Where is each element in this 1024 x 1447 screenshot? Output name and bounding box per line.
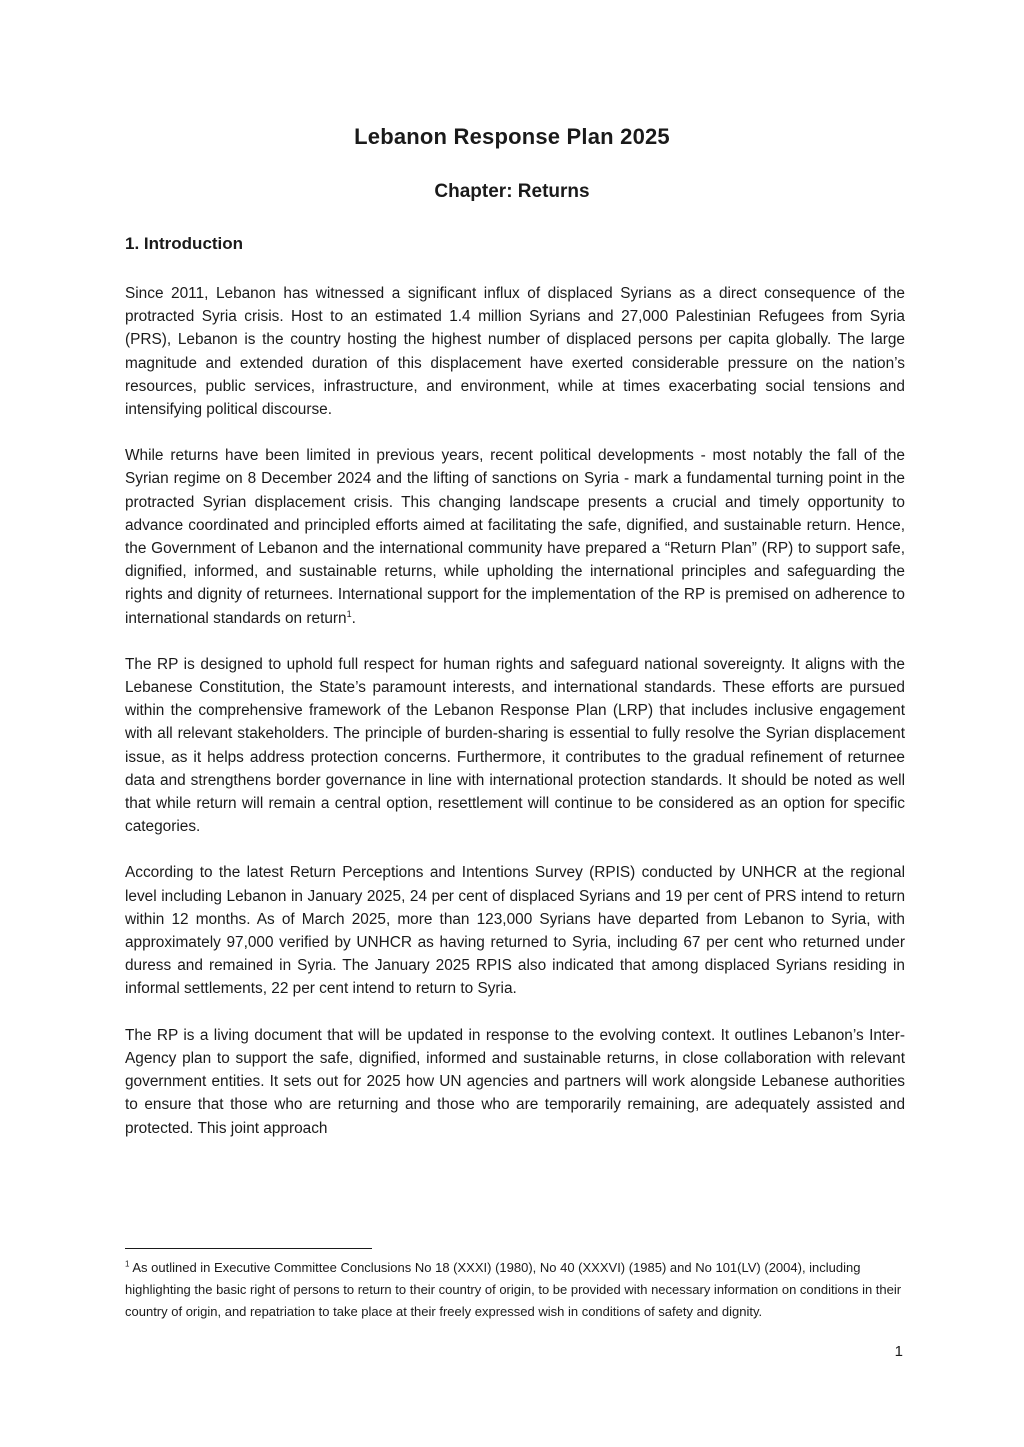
paragraph-2 xyxy=(125,444,905,630)
footnote-marker: 1 xyxy=(125,1259,130,1269)
footnote-text: As outlined in Executive Committee Conclusions No 18 (XXXI) (1980), No 40 (XXXVI) (1985) and No 101(LV) (2004), including highlighting the basic right of persons to return to their country of origin, to be provided with necessary information on conditions in their country of origin, and repatriation to take place at their freely expressed wish in conditions of safety and dignity. xyxy=(125,1260,902,1319)
paragraph-2-end: . xyxy=(351,609,356,627)
footnote xyxy=(125,1257,905,1323)
paragraph-5: The RP is a living document that will be updated in response to the evolving context. It outlines Lebanon’s Inter-Agency plan to support the safe, dignified, informed and sustainable returns, in close collaboration with relevant government entities. It sets out for 2025 how UN agencies and partners will work alongside Lebanese authorities to ensure that those who are returning and those who are temporarily remaining, are adequately assisted and protected. This joint approach xyxy=(125,1026,905,1137)
paragraph-2-text: While returns have been limited in previous years, recent political developments - most notably the fall of the Syrian regime on 8 December 2024 and the lifting of sanctions on Syria - mark a fundamental turning point in the protracted Syrian displacement crisis. This changing landscape presents a crucial and timely opportunity to advance coordinated and principled efforts aimed at facilitating the safe, dignified, and sustainable return. Hence, the Government of Lebanon and the international community have prepared a “Return Plan” (RP) to support safe, dignified, informed, and sustainable returns, while upholding the international principles and safeguarding the rights and dignity of returnees. International support for the implementation of the RP is premised on adherence to international standards on return xyxy=(125,447,905,627)
paragraph-3: The RP is designed to uphold full respect for human rights and safeguard national sovereignty. It aligns with the Lebanese Constitution, the State’s paramount interests, and international standards. These efforts are pursued within the comprehensive framework of the Lebanon Response Plan (LRP) that includes inclusive engagement with all relevant stakeholders. The principle of burden-sharing is essential to fully resolve the Syrian displacement issue, as it helps address protection concerns. Furthermore, it contributes to the gradual refinement of returnee data and strengthens border governance in line with international protection standards. It should be noted as well that while return will remain a central option, resettlement will continue to be considered as an option for specific categories. xyxy=(125,655,905,836)
footnote-reference[interactable]: 1 xyxy=(346,608,352,619)
chapter-title: Chapter: Returns xyxy=(434,181,590,202)
document-title: Lebanon Response Plan 2025 xyxy=(354,124,670,149)
page-number: 1 xyxy=(894,1343,903,1360)
section-heading: 1. Introduction xyxy=(125,234,244,253)
paragraph-4: According to the latest Return Perceptions and Intentions Survey (RPIS) conducted by UNHCR at the regional level including Lebanon in January 2025, 24 per cent of displaced Syrians and 19 per cent of PRS intend to return within 12 months. As of March 2025, more than 123,000 Syrians have departed from Lebanon to Syria, with approximately 97,000 verified by UNHCR as having returned to Syria, including 67 per cent who returned under duress and remained in Syria. The January 2025 RPIS also indicated that among displaced Syrians residing in informal settlements, 22 per cent intend to return to Syria. xyxy=(125,864,905,998)
body-text xyxy=(125,282,905,1163)
footnote-divider xyxy=(125,1248,372,1249)
paragraph-1: Since 2011, Lebanon has witnessed a significant influx of displaced Syrians as a direct consequence of the protracted Syria crisis. Host to an estimated 1.4 million Syrians and 27,000 Palestinian Refugees from Syria (PRS), Lebanon is the country hosting the highest number of displaced persons per capita globally. The large magnitude and extended duration of this displacement have exerted considerable pressure on the nation’s resources, public services, infrastructure, and environment, while at times exacerbating social tensions and intensifying political discourse. xyxy=(125,285,905,419)
